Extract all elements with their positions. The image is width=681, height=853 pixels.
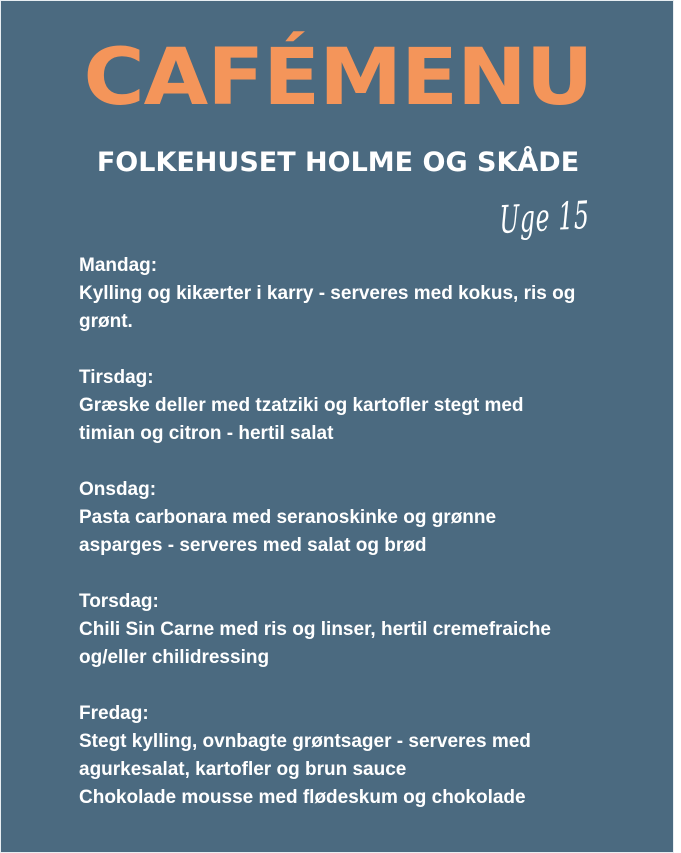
dish-line: Chili Sin Carne med ris og linser, hertil cremefraiche [79, 619, 551, 640]
dish-line: og/eller chilidressing [79, 647, 270, 668]
weekly-menu [79, 252, 639, 840]
day-label: Fredag: [79, 703, 149, 724]
day-label: Onsdag: [79, 479, 157, 500]
day-label: Torsdag: [79, 591, 159, 612]
dish-line: Græske deller med tzatziki og kartofler stegt med [79, 395, 524, 416]
dish-line: Kylling og kikærter i karry - serveres med kokus, ris og [79, 283, 576, 304]
day-tuesday [79, 364, 639, 448]
dish-line: agurkesalat, kartofler og brun sauce [79, 759, 407, 780]
day-monday [79, 252, 639, 336]
week-label: Uge 15 [498, 192, 590, 242]
day-wednesday [79, 476, 639, 560]
venue-subtitle: FOLKEHUSET HOLME OG SKÅDE [96, 147, 580, 178]
dish-line: Pasta carbonara med seranoskinke og grønne [79, 507, 497, 528]
dish-line: Chokolade mousse med flødeskum og chokolade [79, 787, 526, 808]
day-friday [79, 700, 639, 812]
dish-line: grønt. [79, 311, 133, 332]
dish-line: asparges - serveres med salat og brød [79, 535, 427, 556]
page-title: CAFÉMENU [83, 33, 593, 123]
day-label: Tirsdag: [79, 367, 154, 388]
dish-line: timian og citron - hertil salat [79, 423, 334, 444]
day-thursday [79, 588, 639, 672]
dish-line: Stegt kylling, ovnbagte grøntsager - serveres med [79, 731, 531, 752]
day-label: Mandag: [79, 255, 158, 276]
